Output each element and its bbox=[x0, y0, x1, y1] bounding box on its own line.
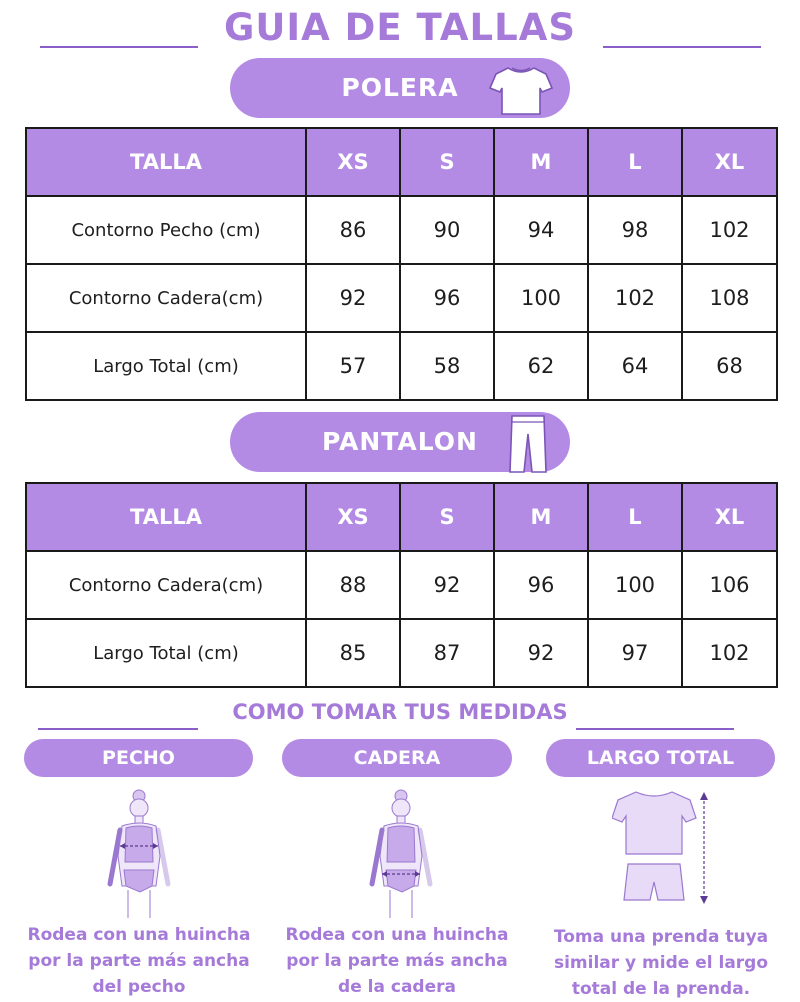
table-cell: 96 bbox=[494, 551, 588, 619]
cadera-pill: CADERA bbox=[282, 739, 512, 777]
table-cell: 92 bbox=[494, 619, 588, 687]
table-cell: 94 bbox=[494, 196, 588, 264]
table-cell: 98 bbox=[588, 196, 682, 264]
column-header: XL bbox=[682, 128, 777, 196]
largo-total-caption bbox=[536, 924, 786, 1002]
table-cell: 88 bbox=[306, 551, 400, 619]
table-cell: 64 bbox=[588, 332, 682, 400]
table-cell: 87 bbox=[400, 619, 494, 687]
row-label: Largo Total (cm) bbox=[26, 332, 306, 400]
table-cell: 102 bbox=[588, 264, 682, 332]
table-cell: 90 bbox=[400, 196, 494, 264]
row-label: Contorno Pecho (cm) bbox=[26, 196, 306, 264]
garment-length-icon bbox=[612, 790, 716, 910]
caption-line: Rodea con una huincha bbox=[27, 925, 251, 945]
caption-line: Rodea con una huincha bbox=[285, 925, 509, 945]
title-rule-right bbox=[603, 46, 761, 48]
cadera-caption bbox=[272, 922, 522, 1000]
table-cell: 100 bbox=[494, 264, 588, 332]
table-row bbox=[26, 619, 777, 687]
polera-size-table bbox=[25, 127, 778, 401]
row-label: Contorno Cadera(cm) bbox=[26, 551, 306, 619]
column-header: L bbox=[588, 483, 682, 551]
column-header: L bbox=[588, 128, 682, 196]
caption-line: por la parte más ancha bbox=[286, 951, 508, 971]
largo-total-pill: LARGO TOTAL bbox=[546, 739, 775, 777]
measure-heading: COMO TOMAR TUS MEDIDAS bbox=[232, 700, 568, 724]
caption-line: Toma una prenda tuya bbox=[553, 927, 769, 947]
pecho-pill: PECHO bbox=[24, 739, 253, 777]
polera-heading-pill bbox=[230, 58, 570, 118]
body-hip-measure-icon bbox=[362, 786, 440, 922]
column-header: TALLA bbox=[26, 483, 306, 551]
column-header: TALLA bbox=[26, 128, 306, 196]
table-header-row bbox=[26, 128, 777, 196]
table-cell: 102 bbox=[682, 619, 777, 687]
column-header: S bbox=[400, 128, 494, 196]
table-cell: 106 bbox=[682, 551, 777, 619]
table-cell: 68 bbox=[682, 332, 777, 400]
pecho-caption bbox=[14, 922, 264, 1000]
body-chest-measure-icon bbox=[100, 786, 178, 922]
table-row bbox=[26, 196, 777, 264]
table-row bbox=[26, 332, 777, 400]
pantalon-heading-pill bbox=[230, 412, 570, 472]
column-header: XS bbox=[306, 483, 400, 551]
measure-rule-right bbox=[576, 728, 734, 730]
column-header: M bbox=[494, 483, 588, 551]
table-cell: 97 bbox=[588, 619, 682, 687]
page-title: GUIA DE TALLAS bbox=[223, 6, 576, 49]
table-cell: 92 bbox=[306, 264, 400, 332]
table-cell: 100 bbox=[588, 551, 682, 619]
column-header: S bbox=[400, 483, 494, 551]
polera-heading: POLERA bbox=[341, 73, 459, 102]
pantalon-size-table bbox=[25, 482, 778, 688]
caption-line: del pecho bbox=[92, 977, 186, 997]
column-header: M bbox=[494, 128, 588, 196]
table-cell: 96 bbox=[400, 264, 494, 332]
table-cell: 86 bbox=[306, 196, 400, 264]
table-cell: 102 bbox=[682, 196, 777, 264]
row-label: Largo Total (cm) bbox=[26, 619, 306, 687]
caption-line: de la cadera bbox=[338, 977, 456, 997]
table-cell: 85 bbox=[306, 619, 400, 687]
table-cell: 92 bbox=[400, 551, 494, 619]
caption-line: por la parte más ancha bbox=[28, 951, 250, 971]
table-cell: 108 bbox=[682, 264, 777, 332]
table-row bbox=[26, 264, 777, 332]
table-cell: 58 bbox=[400, 332, 494, 400]
table-row bbox=[26, 551, 777, 619]
row-label: Contorno Cadera(cm) bbox=[26, 264, 306, 332]
column-header: XL bbox=[682, 483, 777, 551]
table-header-row bbox=[26, 483, 777, 551]
table-cell: 57 bbox=[306, 332, 400, 400]
caption-line: similar y mide el largo bbox=[553, 953, 769, 973]
caption-line: total de la prenda. bbox=[571, 979, 751, 999]
column-header: XS bbox=[306, 128, 400, 196]
pantalon-heading: PANTALON bbox=[322, 427, 478, 456]
table-cell: 62 bbox=[494, 332, 588, 400]
measure-rule-left bbox=[38, 728, 198, 730]
